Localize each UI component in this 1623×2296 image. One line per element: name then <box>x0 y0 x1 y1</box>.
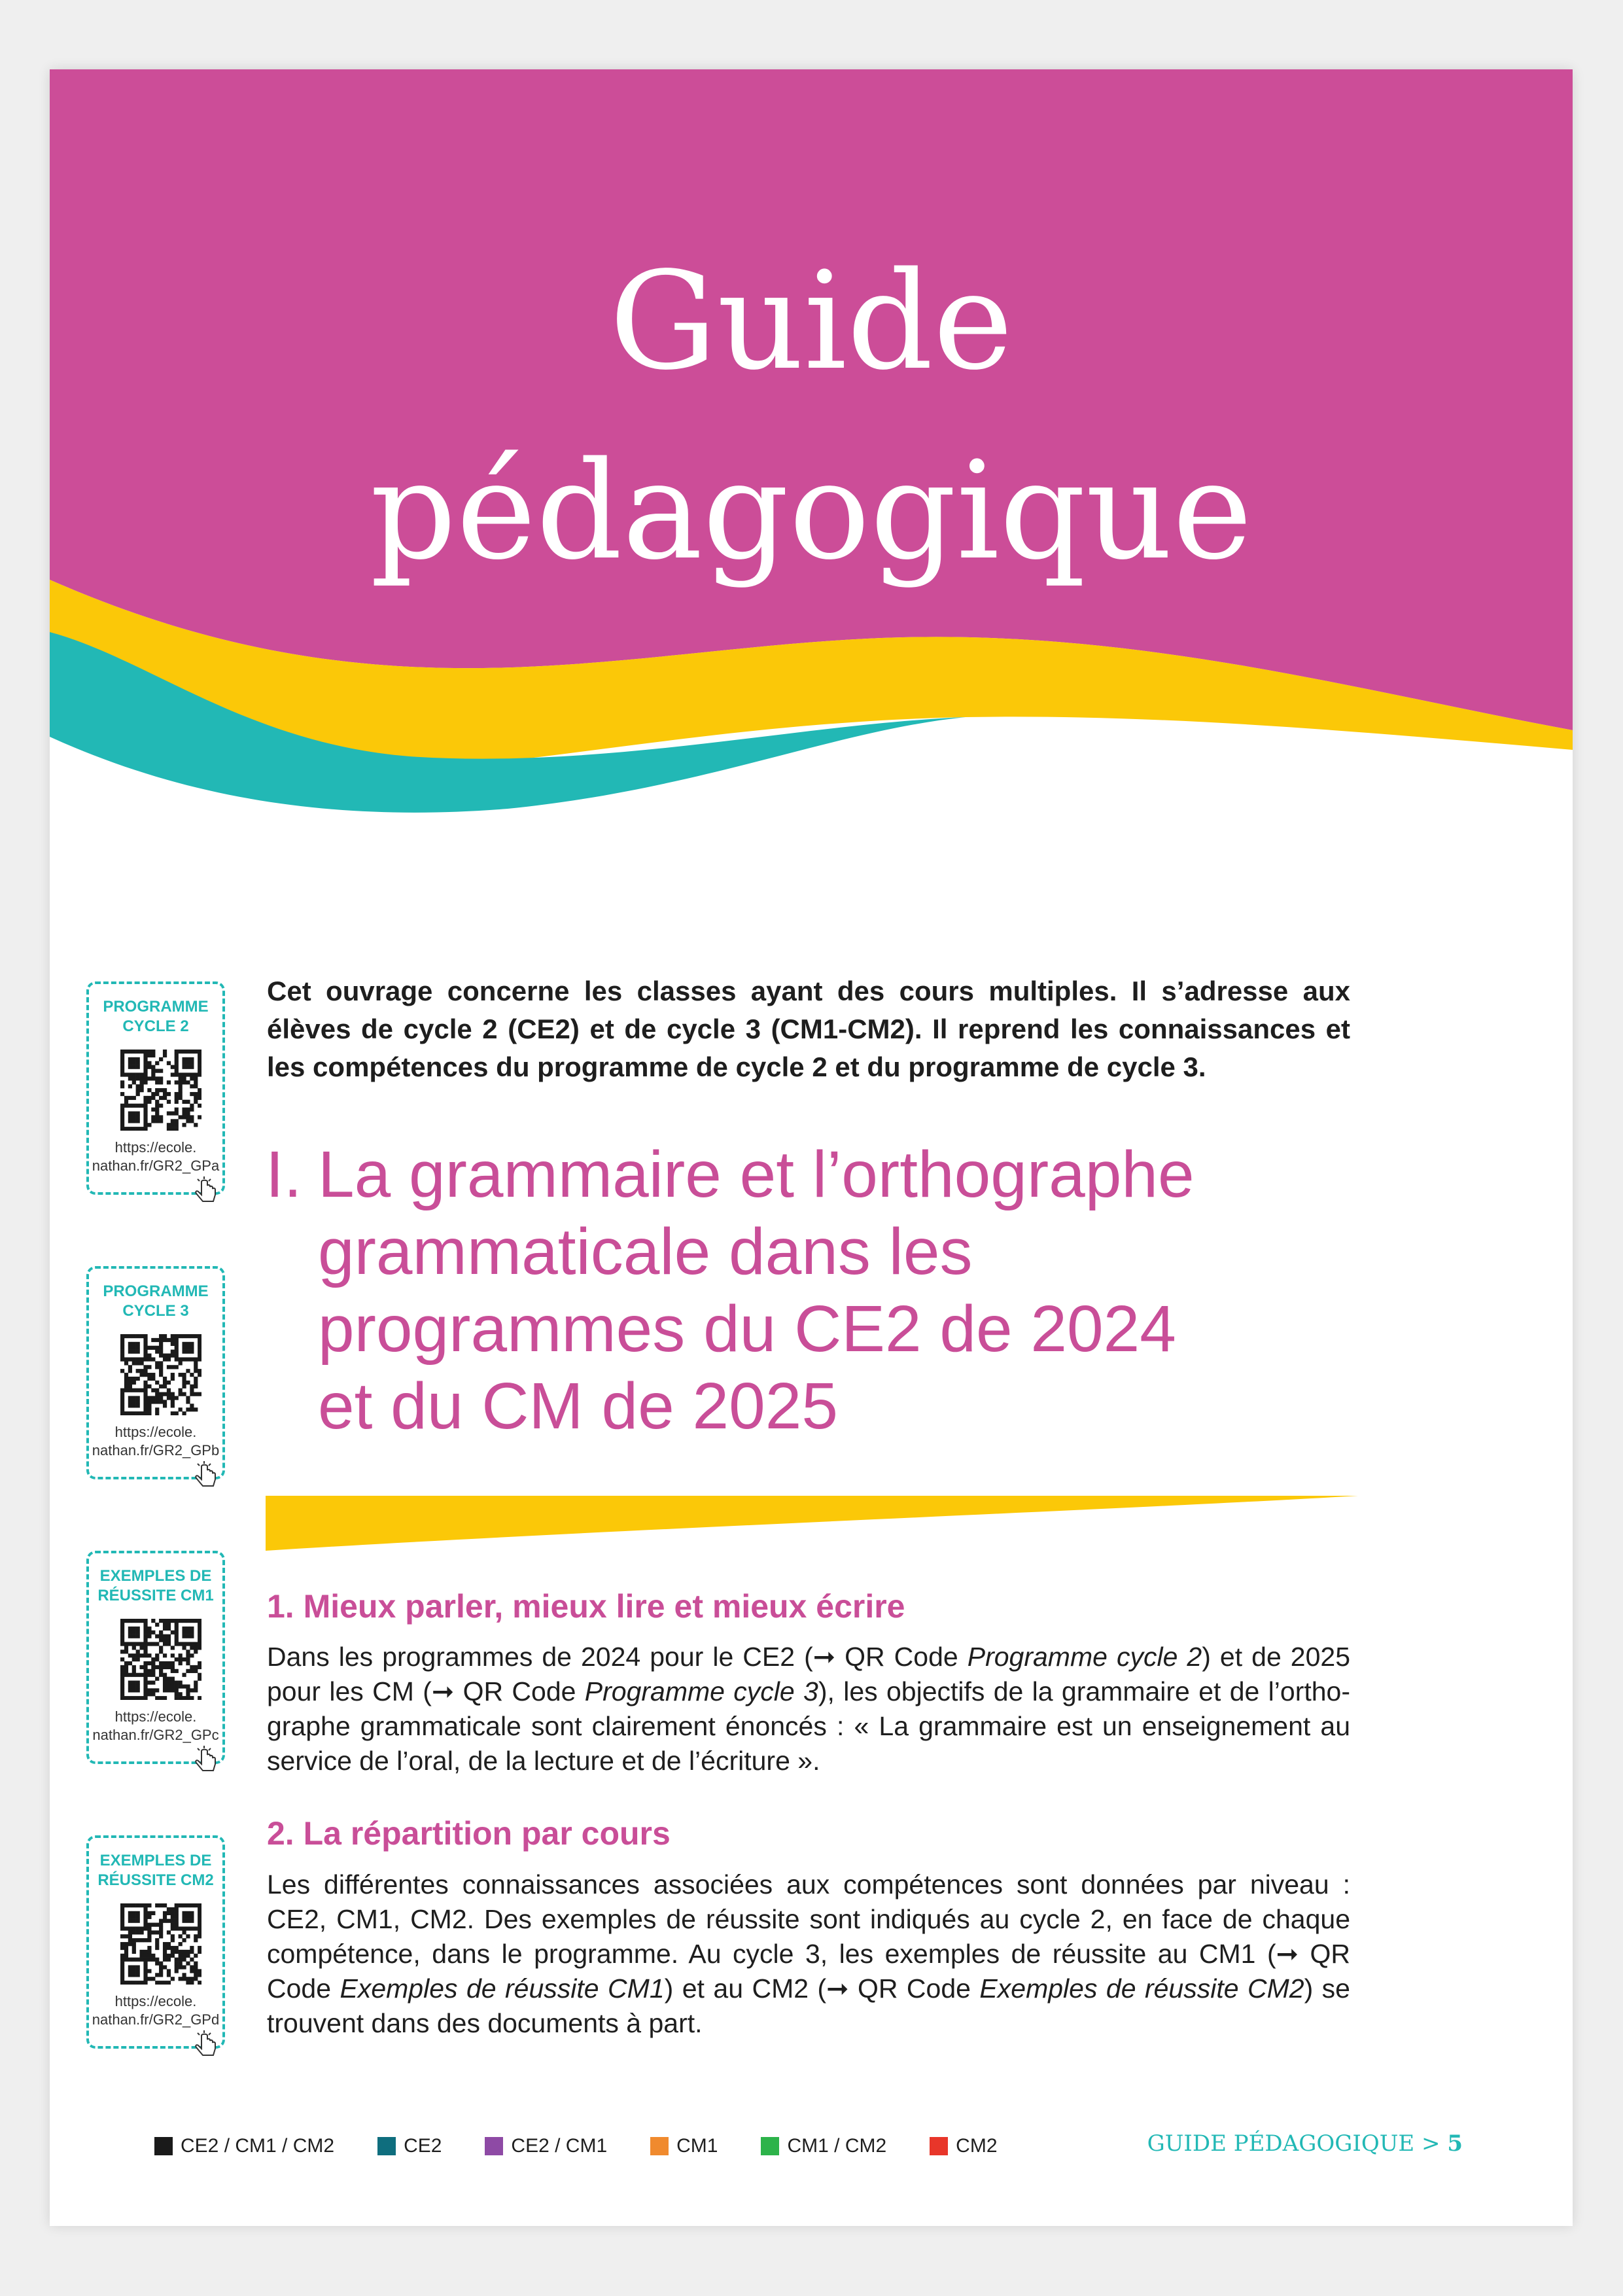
page <box>50 69 1573 2226</box>
qr-card-programme-cycle-3[interactable] <box>86 1266 225 1479</box>
qr-card-exemples-cm1[interactable] <box>86 1551 225 1764</box>
subsection-1-paragraph: Dans les programmes de 2024 pour le CE2 (➞ QR Code Programme cycle 2) et de 2025 pour les CM (➞ QR Code Programme cycle 3), les objectifs de la grammaire et de l’orthographe grammaticale sont clairement énoncés : « La grammaire est un enseignement au service de l’oral, de la lecture et de l’écriture ». <box>267 1642 1350 1776</box>
section-title-line: La grammaire et l’orthographe <box>318 1138 1195 1211</box>
qr-card-exemples-cm2[interactable] <box>86 1835 225 2049</box>
legend-swatch <box>485 2137 503 2155</box>
legend-swatch <box>650 2137 669 2155</box>
legend-item <box>761 2135 886 2157</box>
legend-item <box>377 2135 442 2157</box>
footer-label: GUIDE PÉDAGOGIQUE <box>1147 2130 1415 2157</box>
legend-item <box>485 2135 607 2157</box>
legend-label: CM1 <box>676 2135 718 2157</box>
section-title-line: programmes du CE2 de 2024 <box>318 1292 1176 1366</box>
page-footer <box>1147 2130 1463 2157</box>
footer-separator: > <box>1422 2130 1440 2157</box>
page-title <box>50 226 1573 606</box>
qr-code-image[interactable] <box>120 1050 201 1131</box>
qr-card-url[interactable]: https://ecole. nathan.fr/GR2_GPa <box>92 1139 220 1174</box>
section-number: I. <box>266 1138 302 1211</box>
section-title-line: et du CM de 2025 <box>318 1369 838 1443</box>
pointing-hand-icon <box>190 1460 221 1491</box>
subsection-1-heading: 1. Mieux parler, mieux lire et mieux écrire <box>267 1588 905 1625</box>
title-line-2: pédagogique <box>370 433 1253 590</box>
qr-card-label: PROGRAMME CYCLE 2 <box>103 998 209 1035</box>
subsection-2-heading: 2. La répartition par cours <box>267 1815 671 1852</box>
section-title <box>318 1136 1378 1445</box>
qr-card-label: EXEMPLES DE RÉUSSITE CM2 <box>97 1852 214 1889</box>
legend-swatch <box>377 2137 396 2155</box>
legend-item <box>650 2135 718 2157</box>
legend-swatch <box>154 2137 173 2155</box>
qr-card-label: PROGRAMME CYCLE 3 <box>103 1282 209 1320</box>
qr-card-programme-cycle-2[interactable] <box>86 981 225 1195</box>
legend-label: CM1 / CM2 <box>787 2135 887 2157</box>
qr-code-image[interactable] <box>120 1334 201 1415</box>
legend-label: CE2 / CM1 / CM2 <box>181 2135 335 2157</box>
title-line-1: Guide <box>609 243 1013 400</box>
header-banner <box>50 69 1573 828</box>
level-legend <box>154 2133 1041 2159</box>
pointing-hand-icon <box>190 2029 221 2060</box>
qr-code-image[interactable] <box>120 1903 201 1985</box>
legend-swatch <box>761 2137 779 2155</box>
qr-card-url[interactable]: https://ecole. nathan.fr/GR2_GPb <box>92 1424 220 1458</box>
page-number: 5 <box>1447 2130 1463 2157</box>
legend-label: CM2 <box>956 2135 998 2157</box>
section-title-line: grammaticale dans les <box>318 1215 973 1288</box>
pointing-hand-icon <box>190 1744 221 1776</box>
pointing-hand-icon <box>190 1175 221 1207</box>
legend-label: CE2 <box>404 2135 442 2157</box>
intro-paragraph: Cet ouvrage concerne les classes ayant des cours multiples. Il s’adresse aux élèves de cycle 2 (CE2) et de cycle 3 (CM1-CM2). Il reprend les connaissances et les compétences du programme de cycle 2 et du programme de cycle 3. <box>267 976 1350 1082</box>
subsection-2-paragraph: Les différentes connaissances associées aux compétences sont données par niveau : CE2, CM1, CM2. Des exemples de réussite sont indiqués au cycle 2, en face de chaque compétence, dans le programme. Au cycle 3, les exemples de réussite au CM1 (➞ QR Code Exemples de réussite CM1) et au CM2 (➞ QR Code Exemples de réussite CM2) se trouvent dans des documents à part. <box>267 1869 1350 2038</box>
yellow-swoosh-divider <box>266 1491 1365 1553</box>
legend-swatch <box>930 2137 948 2155</box>
qr-card-url[interactable]: https://ecole. nathan.fr/GR2_GPc <box>92 1708 219 1743</box>
legend-item <box>154 2135 334 2157</box>
qr-code-image[interactable] <box>120 1619 201 1700</box>
qr-card-url[interactable]: https://ecole. nathan.fr/GR2_GPd <box>92 1993 220 2028</box>
legend-item <box>930 2135 997 2157</box>
qr-card-label: EXEMPLES DE RÉUSSITE CM1 <box>97 1567 214 1604</box>
legend-label: CE2 / CM1 <box>511 2135 608 2157</box>
